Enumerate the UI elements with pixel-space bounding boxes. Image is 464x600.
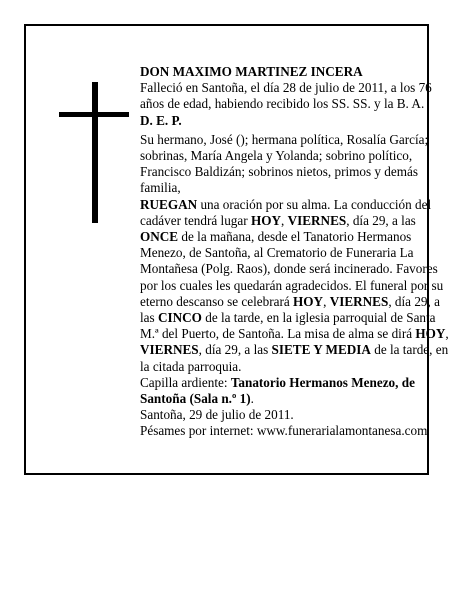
cross-icon-bar xyxy=(59,112,129,117)
cross-icon xyxy=(92,82,98,223)
capilla-line: Capilla ardiente: Tanatorio Hermanos Menezo, de Santoña (Sala n.º 1). xyxy=(140,374,415,407)
pesames-line: Pésames por internet: www.funerarialamontanesa.com xyxy=(140,423,428,439)
obituary-card xyxy=(24,24,449,475)
family-paragraph: Su hermano, José (); hermana política, Rosalía García; sobrinas, María Angela y Yolanda; sobrino político, Francisco Baldizán; sobrinos nietos, primos y demás familia, xyxy=(140,131,429,196)
deceased-name: DON MAXIMO MARTINEZ INCERA xyxy=(140,64,363,79)
dep-label: D. E. P. xyxy=(140,112,182,128)
death-line: Falleció en Santoña, el día 28 de julio de 2011, a los 76 años de edad, habiendo recibido los SS. SS. y la B. A. xyxy=(140,80,432,112)
capilla-place: Tanatorio Hermanos Menezo, de Santoña (Sala n.º 1) xyxy=(140,374,415,407)
ceremony-paragraph: RUEGAN una oración por su alma. La conducción del cadáver tendrá lugar HOY, VIERNES, día 29, a las ONCE de la mañana, desde el Tanatorio Hermanos Menezo, de Santoña, al Crematorio de Funeraria La Montañesa (Polg. Raos), donde será incinerado. Favores por los cuales les quedarán agradecidos. El funeral por su eterno descanso se celebrará HOY, VIERNES, día 29, a las CINCO de la tarde, en la iglesia parroquial de Santa M.ª del Puerto, de Santoña. La misa de alma se dirá HOY, VIERNES, día 29, a las SIETE Y MEDIA de la tarde, en la citada parroquia. xyxy=(140,196,449,374)
obituary-text xyxy=(140,64,450,440)
ruegan-label: RUEGAN xyxy=(140,196,198,212)
date-line: Santoña, 29 de julio de 2011. xyxy=(140,407,294,423)
